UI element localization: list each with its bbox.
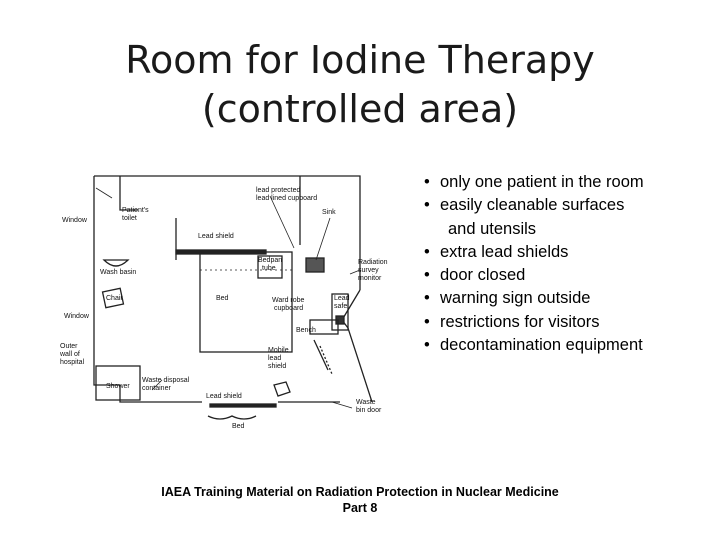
slide-footer xyxy=(0,484,720,516)
slide-title-line-2: (controlled area) xyxy=(201,87,519,131)
label-shower: Shower xyxy=(106,383,130,390)
label-radiation-monitor-1: Radiation xyxy=(358,259,388,266)
label-bed: Bed xyxy=(216,295,229,302)
label-lead-protected-1: lead protected xyxy=(256,187,301,194)
label-bed-bottom: Bed xyxy=(232,423,245,430)
label-sink: Sink xyxy=(322,209,336,216)
label-wardrobe-2: cupboard xyxy=(274,305,304,312)
slide-title-line-1: Room for Iodine Therapy xyxy=(125,38,595,82)
label-radiation-monitor-3: monitor xyxy=(358,275,382,282)
label-mobile-lead-2: lead xyxy=(268,355,282,362)
door xyxy=(208,416,256,419)
bullet-item: • decontamination equipment xyxy=(424,334,644,357)
label-waste-bin-outside-2: bin door xyxy=(356,407,382,414)
footer-line-1: IAEA Training Material on Radiation Protection in Nuclear Medicine xyxy=(161,485,559,499)
label-wash-basin: Wash basin xyxy=(100,269,137,276)
sink xyxy=(306,258,324,272)
lead-shield-top xyxy=(176,250,266,254)
bullet-item: • only one patient in the room xyxy=(424,171,644,194)
label-radiation-monitor-2: survey xyxy=(358,267,379,274)
label-lead-safe-1: Lead xyxy=(334,295,350,302)
bullet-item: • warning sign outside xyxy=(424,287,644,310)
bullet-list xyxy=(424,171,644,357)
label-bedpan-tube-1: Bedpan xyxy=(258,257,283,264)
label-mobile-lead-3: shield xyxy=(268,363,287,370)
label-outer-wall-2: wall of xyxy=(60,351,80,358)
bullet-item-continuation: and utensils xyxy=(448,219,537,238)
label-patients-toilet-2: toilet xyxy=(122,215,137,222)
label-outer-wall-3: hospital xyxy=(60,359,85,366)
outer-wall-left xyxy=(94,176,120,385)
wash-basin xyxy=(104,260,128,266)
label-waste-bin-outside-1: Waste xyxy=(356,399,376,406)
label-lead-shield-bottom: Lead shield xyxy=(206,393,242,400)
label-bedpan-tube-2: tube xyxy=(262,265,276,272)
waste-container xyxy=(274,382,290,396)
label-outer-wall-1: Outer xyxy=(60,343,78,350)
label-lead-protected-2: lead lined cupboard xyxy=(256,195,318,202)
bullet-item: • door closed xyxy=(424,264,644,287)
mobile-lead-shield xyxy=(314,340,328,370)
inner-wall-toilet xyxy=(120,176,138,210)
label-waste-bin-1: Waste disposal xyxy=(142,377,190,384)
label-window-mid: Window xyxy=(64,313,89,320)
lead-shield-bottom xyxy=(210,404,276,407)
label-wardrobe-1: Ward robe xyxy=(272,297,305,304)
label-chair: Chair xyxy=(106,295,123,302)
bullet-item: • extra lead shields xyxy=(424,241,644,264)
bullet-item: • easily cleanable surfaces xyxy=(424,194,644,217)
label-lead-safe-2: safe xyxy=(334,303,348,310)
footer-line-2: Part 8 xyxy=(342,501,378,515)
label-window-top: Window xyxy=(62,217,87,224)
label-lead-shield-top: Lead shield xyxy=(198,233,234,240)
label-bench: Bench xyxy=(296,327,316,334)
bullet-item: • restrictions for visitors xyxy=(424,311,644,334)
label-mobile-lead-1: Mobile xyxy=(268,347,289,354)
slide-title xyxy=(0,36,720,134)
label-waste-bin-2: container xyxy=(142,385,171,392)
floor-plan-diagram xyxy=(60,170,405,435)
label-patients-toilet-1: Patient's xyxy=(122,207,149,214)
